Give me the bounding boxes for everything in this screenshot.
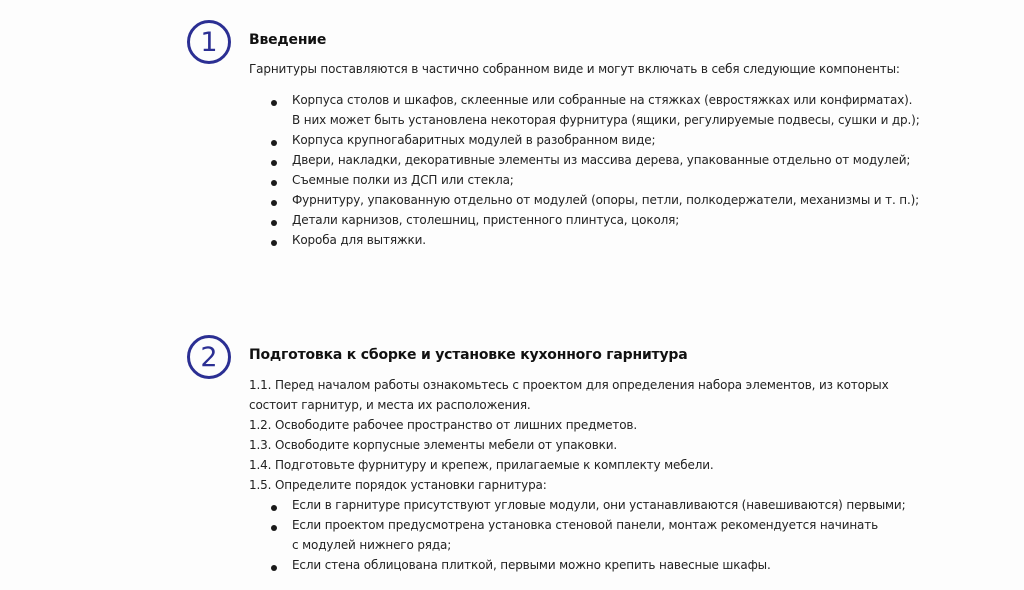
step-item: 1.5. Определите порядок установки гарнитура: xyxy=(249,478,547,492)
list-item-continuation: В них может быть установлена некоторая фурнитура (ящики, регулируемые подвесы, сушки и др.); xyxy=(292,113,920,127)
list-item: Двери, накладки, декоративные элементы из массива дерева, упакованные отдельно от модулей; xyxy=(292,153,911,167)
bullet-icon xyxy=(271,180,277,186)
list-item: Если в гарнитуре присутствуют угловые модули, они устанавливаются (навешиваются) первыми; xyxy=(292,498,906,512)
list-item: Если проектом предусмотрена установка стеновой панели, монтаж рекомендуется начинать xyxy=(292,518,879,532)
bullet-icon xyxy=(271,160,277,166)
list-item: Если стена облицована плиткой, первыми можно крепить навесные шкафы. xyxy=(292,558,771,572)
section-1-title: Введение xyxy=(249,32,327,48)
section-2-number: 2 xyxy=(187,335,231,379)
bullet-icon xyxy=(271,220,277,226)
step-item: 1.4. Подготовьте фурнитуру и крепеж, прилагаемые к комплекту мебели. xyxy=(249,458,714,472)
section-2-title: Подготовка к сборке и установке кухонного гарнитура xyxy=(249,347,688,363)
bullet-icon xyxy=(271,565,277,571)
list-item: Корпуса крупногабаритных модулей в разобранном виде; xyxy=(292,133,656,147)
list-item: Детали карнизов, столешниц, пристенного плинтуса, цоколя; xyxy=(292,213,680,227)
bullet-icon xyxy=(271,525,277,531)
step-item: 1.1. Перед началом работы ознакомьтесь с проектом для определения набора элементов, из которых xyxy=(249,378,889,392)
list-item-continuation: с модулей нижнего ряда; xyxy=(292,538,452,552)
bullet-icon xyxy=(271,240,277,246)
bullet-icon xyxy=(271,200,277,206)
section-1-intro: Гарнитуры поставляются в частично собранном виде и могут включать в себя следующие компоненты: xyxy=(249,62,900,76)
list-item: Короба для вытяжки. xyxy=(292,233,426,247)
section-1-number: 1 xyxy=(187,20,231,64)
list-item: Фурнитуру, упакованную отдельно от модулей (опоры, петли, полкодержатели, механизмы и т. п.); xyxy=(292,193,920,207)
list-item: Корпуса столов и шкафов, склеенные или собранные на стяжках (евростяжках или конфирматах). xyxy=(292,93,913,107)
bullet-icon xyxy=(271,100,277,106)
bullet-icon xyxy=(271,505,277,511)
bullet-icon xyxy=(271,140,277,146)
step-item: 1.2. Освободите рабочее пространство от лишних предметов. xyxy=(249,418,638,432)
step-item-continuation: состоит гарнитур, и места их расположения. xyxy=(249,398,531,412)
list-item: Съемные полки из ДСП или стекла; xyxy=(292,173,514,187)
step-item: 1.3. Освободите корпусные элементы мебели от упаковки. xyxy=(249,438,618,452)
